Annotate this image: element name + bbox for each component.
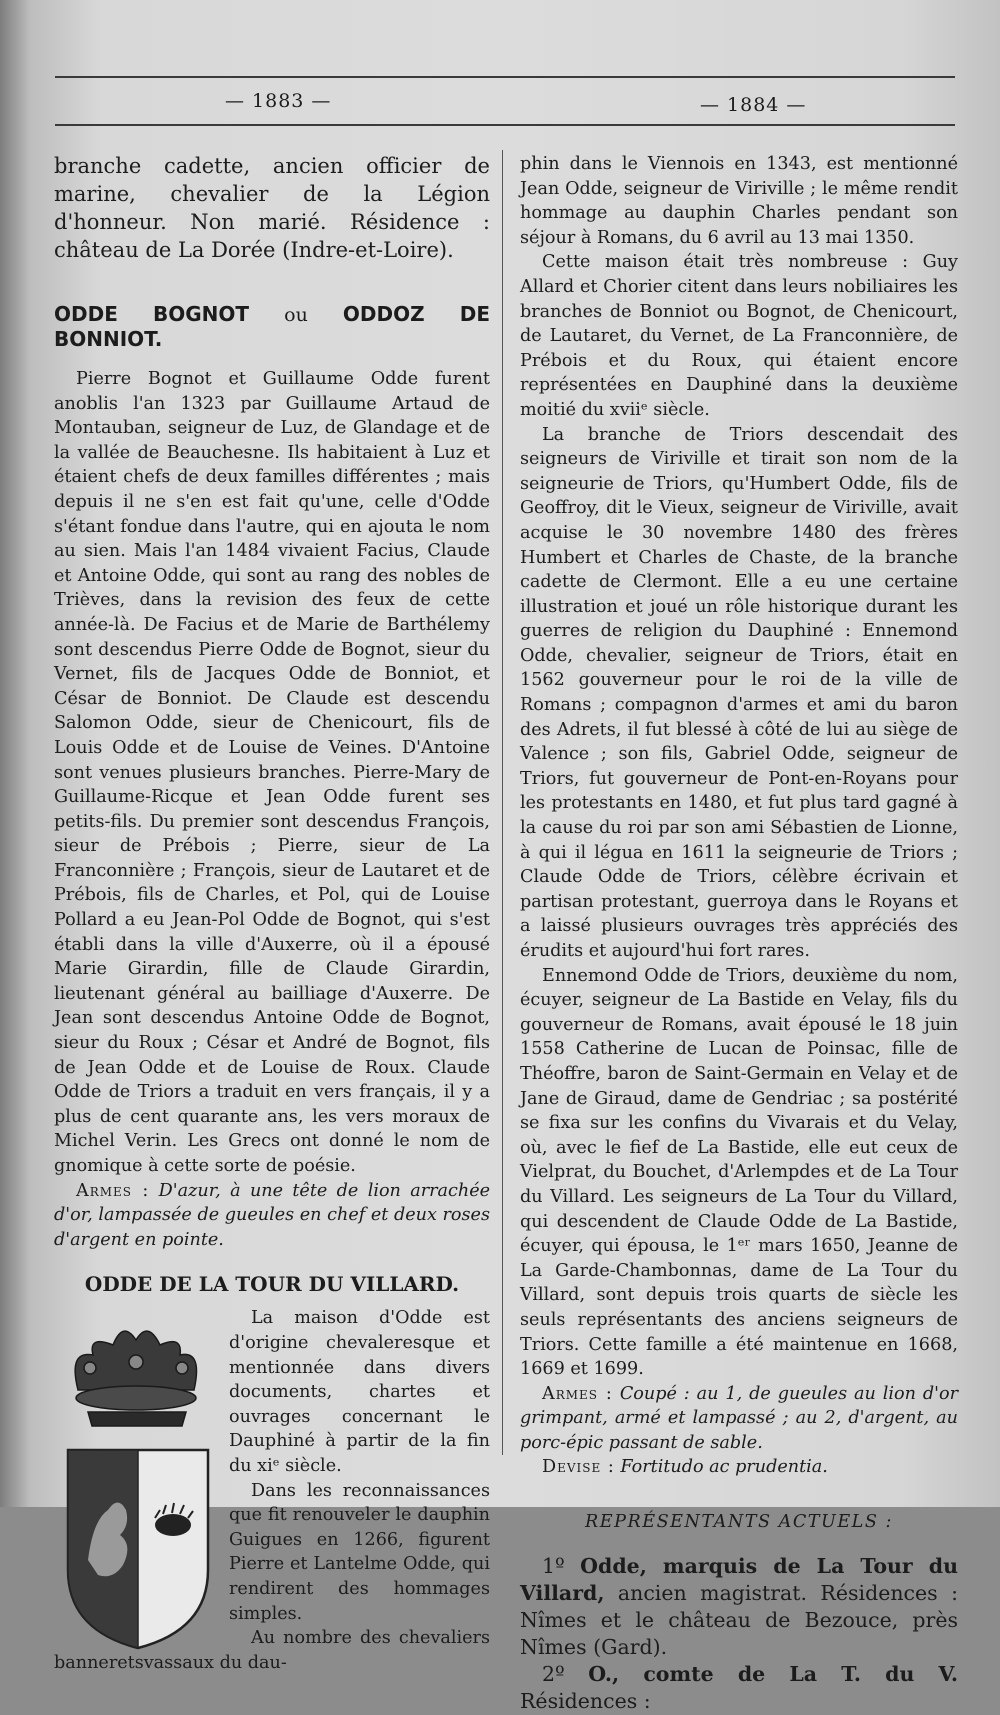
- left-opening-paragraph: branche cadette, ancien officier de marine, chevalier de la Légion d'honneur. Non marié. Résidence : château de La Dorée (Indre-et-Loire).: [54, 154, 490, 262]
- devise: [520, 1455, 958, 1480]
- odde-bognot-paragraph: Pierre Bognot et Guillaume Odde furent anoblis l'an 1323 par Guillaume Artaud de Montauban, seigneur de Luz, de Glandage et de la vallée de Beauchesne. Ils habitaient à Luz et étaient chefs de deux familles différentes ; mais depuis il ne s'en est fait qu'une, celle d'Odde s'étant fondue dans l'autre, qui en ajouta le nom au sien. Mais l'an 1484 vivaient Facius, Claude et Antoine Odde, qui sont au rang des nobles de Trièves, dans la revision des feux de cette année-là. De Facius et de Marie de Barthélemy sont descendus Pierre Odde de Bognot, sieur du Vernet, fils de Jacques Odde de Bonniot, et César de Bonniot. De Claude est descendu Salomon Odde, sieur de Chenicourt, fils de Louis Odde et de Louise de Veines. D'Antoine sont venues plusieurs branches. Pierre-Mary de Guillaume-Ricque et Jean Odde furent ses petits-fils. Du premier sont descendus François, sieur de Prébois ; Pierre, sieur de La Franconnière ; François, sieur de Lautaret et de Prébois, fils de Charles, et Pol, qui de Louise Pollard a eu Jean-Pol Odde de Bognot, qui s'est établi dans la ville d'Auxerre, où il a épousé Marie Girardin, fille de Claude Girardin, lieutenant général au bailliage d'Auxerre. De Jean sont descendus Antoine Odde de Bognot, sieur du Roux ; César et André de Bognot, fils de Jean Odde et de Louise de Roux. Claude Odde de Triors a traduit en vers français, il y a plus de cent quarante ans, les vers moraux de Michel Verin. Les Grecs ont donné le nom de gnomique à cette sorte de poésie.: [54, 369, 490, 1176]
- arms-label: Armes :: [542, 1383, 613, 1404]
- column-divider: [502, 150, 503, 1455]
- arms-label: Armes :: [76, 1180, 150, 1201]
- left-column: [54, 152, 490, 1675]
- crown-and-shield-icon: [48, 1310, 223, 1650]
- left-page-number: — 1883 —: [225, 90, 332, 112]
- heading-part-a: ODDE BOGNOT: [54, 302, 250, 326]
- top-rule: [55, 76, 955, 78]
- heading-tour-du-villard: ODDE DE LA TOUR DU VILLARD.: [84, 1272, 460, 1297]
- right-paragraph-0: phin dans le Viennois en 1343, est mentionné Jean Odde, seigneur de Viriville ; le même rendit hommage au dauphin Charles pendant son séjour à Romans, du 6 avril au 13 mai 1350.: [520, 154, 958, 248]
- right-paragraph-3: Ennemond Odde de Triors, deuxième du nom, écuyer, seigneur de La Bastide en Velay, fils du gouverneur de Romans, avait épousé le 18 juin 1558 Catherine de Lucan de Poinsac, fille de Théoffre, baron de Saint-Germain en Velay et de Jane de Giraud, dame de Gendriac ; sa postérité se fixa sur les confins du Vivarais et du Velay, où, avec le fief de La Bastide, elle eut ceux de Vielprat, du Bouchet, d'Arlempdes et de La Tour du Villard. Les seigneurs de La Tour du Villard, qui descendent de Claude Odde de La Bastide, écuyer, qui épousa, le 1ᵉʳ mars 1650, Jeanne de La Garde-Chambonnas, dame de La Tour du Villard, sont depuis trois quarts de siècle les seuls représentants des anciens seigneurs de Triors. Cette famille a été maintenue en 1668, 1669 et 1699.: [520, 965, 958, 1380]
- representant-2-name: O., comte de La T. du V.: [588, 1661, 958, 1686]
- representant-2-details: Résidences :: [520, 1688, 651, 1713]
- arms-text: D'azur, à une tête de lion arrachée d'or, lampassée de gueules en chef et deux roses d'argent en pointe.: [54, 1180, 491, 1250]
- right-paragraph-2: La branche de Triors descendait des seigneurs de Viriville et tirait son nom de la seigneurie de Triors, qu'Humbert Odde, fils de Geoffroy, dit le Vieux, seigneur de Viriville, avait acquise le 30 novembre 1480 des frères Humbert et Charles de Chaste, de la branche cadette de Clermont. Elle a eu une certaine illustration et joué un rôle historique durant les guerres de religion du Dauphiné : Ennemond Odde, chevalier, seigneur de Triors, était en 1562 gouverneur pour le roi de la ville de Romans ; compagnon d'armes et ami du baron des Adrets, il fut blessé à côté de lui au siège de Valence ; son fils, Gabriel Odde, seigneur de Triors, fut gouverneur de Pont-en-Royans pour les protestants en 1480, et fut plus tard gagné à la cause du roi par son ami Sébastien de Lionne, à qui il légua en 1611 la seigneurie de Triors ; Claude Odde de Triors, célèbre écrivain et partisan protestant, guerroya dans le Royans et a laissé plusieurs ouvrages très appréciés des érudits et aujourd'hui fort rares.: [520, 424, 958, 961]
- representant-1: [520, 1553, 958, 1661]
- coat-of-arms: [48, 1310, 223, 1650]
- left-arms: [54, 1179, 490, 1253]
- header-rule: [55, 124, 955, 126]
- representant-2-number: 2º: [542, 1661, 565, 1686]
- heading-ou: ou: [284, 304, 308, 326]
- representant-1-number: 1º: [542, 1553, 565, 1578]
- tour-villard-paragraph-2: Dans les reconnaissances que fit renouveler le dauphin Guigues en 1266, figurent Pierre et Lantelme Odde, qui rendirent des hommages simples.: [229, 1480, 490, 1624]
- representant-2: [520, 1661, 958, 1715]
- devise-label: Devise :: [542, 1457, 615, 1478]
- representants-heading: REPRÉSENTANTS ACTUELS :: [585, 1512, 893, 1533]
- right-paragraph-1: Cette maison était très nombreuse : Guy Allard et Chorier citent dans leurs nobiliaires les branches de Bonniot ou Bognot, de Chenicourt, de Lautaret, du Vernet, de La Franconnière, de Prébois et du Roux, qui étaient encore représentées en Dauphiné dans la deuxième moitié du xviiᵉ siècle.: [520, 252, 958, 420]
- tour-villard-paragraph-3: Au nombre des chevaliers banneretsvassaux du dau-: [54, 1628, 490, 1673]
- representant-1-details: ancien magistrat. Résidences : Nîmes et le château de Bezouce, près Nîmes (Gard).: [520, 1580, 958, 1659]
- devise-text: Fortitudo ac prudentia.: [620, 1457, 828, 1478]
- arms-text: Coupé : au 1, de gueules au lion d'or grimpant, armé et lampassé ; au 2, d'argent, au porc-épic passant de sable.: [520, 1383, 959, 1453]
- heading-part-b: ODDOZ DE BONNIOT.: [54, 302, 490, 351]
- right-column: [520, 152, 958, 1715]
- heading-odde-bognot: [54, 302, 490, 351]
- right-arms: [520, 1382, 958, 1456]
- tour-villard-paragraph-1: La maison d'Odde est d'origine chevaleresque et mentionnée dans divers documents, chartes et ouvrages concernant le Dauphiné à partir de la fin du xiᵉ siècle.: [229, 1308, 490, 1476]
- right-page-number: — 1884 —: [700, 94, 807, 116]
- representant-1-name: Odde, marquis de La Tour du Villard,: [520, 1553, 958, 1605]
